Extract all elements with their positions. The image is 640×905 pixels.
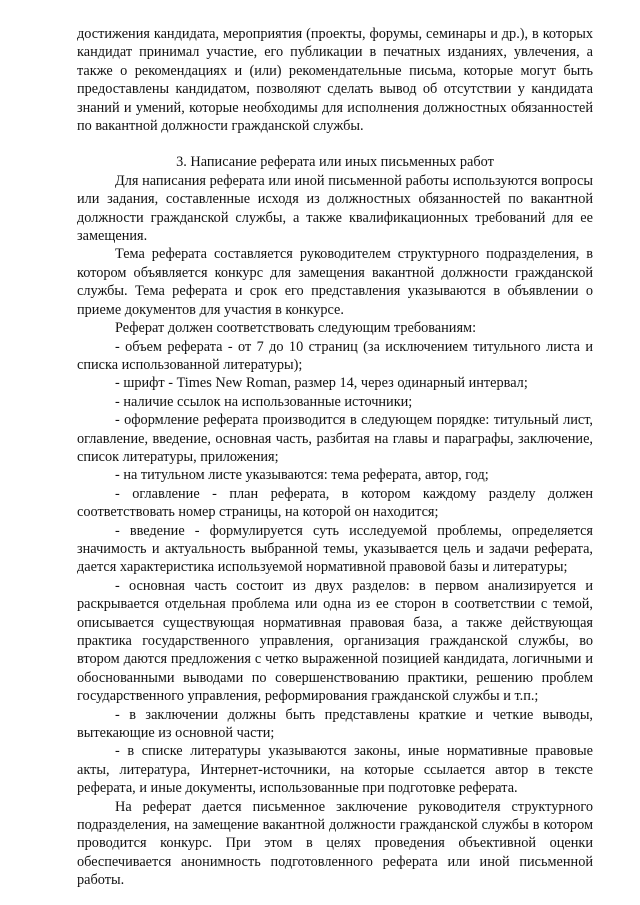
section-heading: 3. Написание реферата или иных письменных работ	[176, 154, 494, 171]
requirement-bibliography: - в списке литературы указываются законы, иные нормативные правовые акты, литература, Интернет-источники, на которые ссылается автор в тексте реферата, и иные документы, использованные при подготовке реферата.	[77, 743, 593, 797]
intro-paragraph: достижения кандидата, мероприятия (проекты, форумы, семинары и др.), в которых кандидат принимал участие, его публикации в печатных изданиях, увлечения, а также о рекомендациях и (или) рекомендательные письма, которые могут быть предоставлены кандидатом, позволяют сделать вывод об отсутствии у кандидата знаний и умений, которые необходимы для исполнения должностных обязанностей по вакантной должности гражданской службы.	[77, 26, 593, 135]
requirement-introduction: - введение - формулируется суть исследуемой проблемы, определяется значимость и актуальность выбранной темы, указывается цель и задачи реферата, дается характеристика используемой нормативной правовой базы и литературы;	[77, 522, 593, 576]
requirement-references: - наличие ссылок на использованные источники;	[115, 393, 413, 410]
requirement-conclusion: - в заключении должны быть представлены краткие и четкие выводы, вытекающие из основной части;	[77, 706, 593, 742]
document-page	[77, 25, 593, 890]
paragraph-review: На реферат дается письменное заключение руководителя структурного подразделения, на замещение вакантной должности гражданской службы в котором проводится конкурс. При этом в целях проведения объективной оценки обеспечивается анонимность подготовленного реферата или иной письменной работы.	[77, 798, 593, 889]
requirement-title-page: - на титульном листе указываются: тема реферата, автор, год;	[115, 467, 489, 484]
paragraph-abstract-topic: Тема реферата составляется руководителем структурного подразделения, в котором объявляется конкурс для замещения вакантной должности гражданской службы. Тема реферата и срок его представления указываются в объявлении о приеме документов для участия в конкурсе.	[77, 246, 593, 318]
requirement-structure: - оформление реферата производится в следующем порядке: титульный лист, оглавление, введение, основная часть, разбитая на главы и параграфы, заключение, список литературы, приложения;	[77, 412, 593, 465]
requirement-font: - шрифт - Times New Roman, размер 14, через одинарный интервал;	[115, 375, 528, 392]
requirement-table-of-contents: - оглавление - план реферата, в котором каждому разделу должен соответствовать номер страницы, на которой он находится;	[77, 485, 593, 521]
requirement-volume: - объем реферата - от 7 до 10 страниц (за исключением титульного листа и списка использованной литературы);	[77, 338, 593, 373]
paragraph-requirements-intro: Реферат должен соответствовать следующим требованиям:	[115, 320, 477, 337]
paragraph-abstract-purpose: Для написания реферата или иной письменной работы используются вопросы или задания, составленные исходя из должностных обязанностей по вакантной должности гражданской службы, а также квалификационных требований для ее замещения.	[77, 172, 593, 245]
requirement-main-part: - основная часть состоит из двух разделов: в первом анализируется и раскрывается отдельная проблема или одна из ее сторон в соответствии с темой, описывается существующая нормативная правовая база, а также действующая практика государственного управления, организация гражданской службы, во втором даются предложения с четко выраженной позицией кандидата, логичными и обоснованными выводами по совершенствованию практики, решению проблем государственного управления, реформирования гражданской службы и т.п.;	[77, 577, 593, 705]
